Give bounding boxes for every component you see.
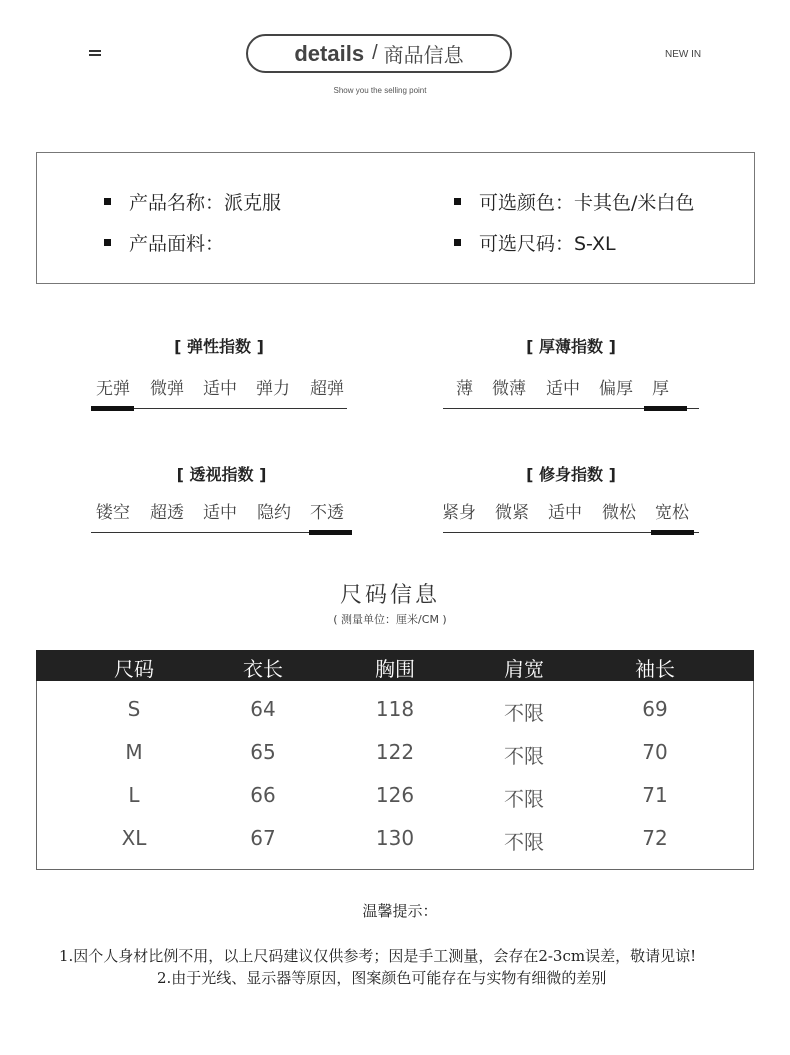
product-name-text: 产品名称：派克服 <box>129 192 282 214</box>
fit-option: 宽松 <box>655 503 689 523</box>
table-cell: 126 <box>375 783 415 807</box>
table-cell: 不限 <box>504 830 544 854</box>
transparency-option: 镂空 <box>96 503 130 523</box>
table-cell: S <box>127 697 141 721</box>
table-cell: 118 <box>375 697 415 721</box>
tip-line-2: 2.由于光线、显示器等原因，图案颜色可能存在与实物有细微的差别 <box>157 969 607 987</box>
table-cell: 69 <box>642 697 668 721</box>
bullet-icon <box>104 239 111 246</box>
tips-title: 温馨提示： <box>362 902 438 920</box>
fit-selected-marker <box>651 530 694 535</box>
table-cell: 71 <box>642 783 668 807</box>
size-table-header <box>36 650 754 681</box>
table-header-cell: 胸围 <box>375 657 415 681</box>
table-cell: 不限 <box>504 787 544 811</box>
table-cell: 66 <box>250 783 276 807</box>
fit-option: 微松 <box>602 503 636 523</box>
transparency-index-title: [ 透视指数 ] <box>176 465 267 484</box>
table-cell: 64 <box>250 697 276 721</box>
table-header-cell: 尺码 <box>114 657 154 681</box>
table-cell: 130 <box>375 826 415 850</box>
transparency-option: 不透 <box>310 503 344 523</box>
table-cell: 不限 <box>504 744 544 768</box>
title-separator: / <box>372 42 378 64</box>
elasticity-option: 超弹 <box>310 379 344 399</box>
elasticity-option: 适中 <box>203 379 237 399</box>
transparency-selected-marker <box>309 530 352 535</box>
title-chinese: 商品信息 <box>383 43 464 67</box>
table-header-cell: 袖长 <box>635 657 675 681</box>
menu-icon <box>89 50 101 58</box>
thickness-index-title: [ 厚薄指数 ] <box>526 337 616 356</box>
fit-index-title: [ 修身指数 ] <box>526 465 616 484</box>
product-fabric-text: 产品面料： <box>129 233 225 255</box>
new-in-label: NEW IN <box>665 49 702 60</box>
table-cell: M <box>125 740 143 764</box>
table-cell: 67 <box>250 826 276 850</box>
table-cell: 不限 <box>504 701 544 725</box>
elasticity-option: 无弹 <box>96 379 130 399</box>
fit-option: 微紧 <box>495 503 529 523</box>
size-chart-title: 尺码信息 <box>339 583 440 608</box>
table-row <box>36 740 754 768</box>
transparency-option: 隐约 <box>257 503 291 523</box>
table-header-cell: 衣长 <box>243 657 283 681</box>
elasticity-selected-marker <box>91 406 134 411</box>
table-cell: 122 <box>375 740 415 764</box>
transparency-option: 适中 <box>203 503 237 523</box>
elasticity-index-title: [ 弹性指数 ] <box>174 337 264 356</box>
thickness-selected-marker <box>644 406 687 411</box>
elasticity-option: 微弹 <box>150 379 184 399</box>
product-sizes <box>454 229 616 256</box>
fit-option: 紧身 <box>442 503 476 523</box>
table-cell: 65 <box>250 740 276 764</box>
table-cell: 70 <box>642 740 668 764</box>
size-chart-unit: ( 测量单位：厘米/CM ) <box>333 613 447 626</box>
table-header-cell: 肩宽 <box>504 657 544 681</box>
section-title-pill <box>246 34 512 73</box>
tip-line-1: 1.因个人身材比例不用，以上尺码建议仅供参考；因是手工测量，会存在2-3cm误差，敬请见谅! <box>59 947 697 965</box>
thickness-option: 厚 <box>652 379 669 399</box>
fit-option: 适中 <box>548 503 582 523</box>
product-name <box>104 188 281 215</box>
table-row <box>36 697 754 725</box>
thickness-option: 偏厚 <box>599 379 633 399</box>
product-colors-text: 可选颜色：卡其色/米白色 <box>479 192 695 214</box>
table-row <box>36 783 754 811</box>
product-fabric <box>104 229 224 256</box>
table-cell: L <box>128 783 140 807</box>
thickness-option: 适中 <box>546 379 580 399</box>
bullet-icon <box>454 198 461 205</box>
section-subtitle: Show you the selling point <box>333 86 427 95</box>
elasticity-option: 弹力 <box>256 379 290 399</box>
bullet-icon <box>104 198 111 205</box>
title-english: details <box>294 40 365 66</box>
thickness-option: 薄 <box>456 379 473 399</box>
product-sizes-text: 可选尺码：S-XL <box>479 233 616 255</box>
transparency-option: 超透 <box>150 503 184 523</box>
table-cell: XL <box>121 826 147 850</box>
product-colors <box>454 188 694 215</box>
table-cell: 72 <box>642 826 668 850</box>
product-info-box <box>36 152 755 284</box>
thickness-option: 微薄 <box>492 379 526 399</box>
bullet-icon <box>454 239 461 246</box>
table-row <box>36 826 754 854</box>
